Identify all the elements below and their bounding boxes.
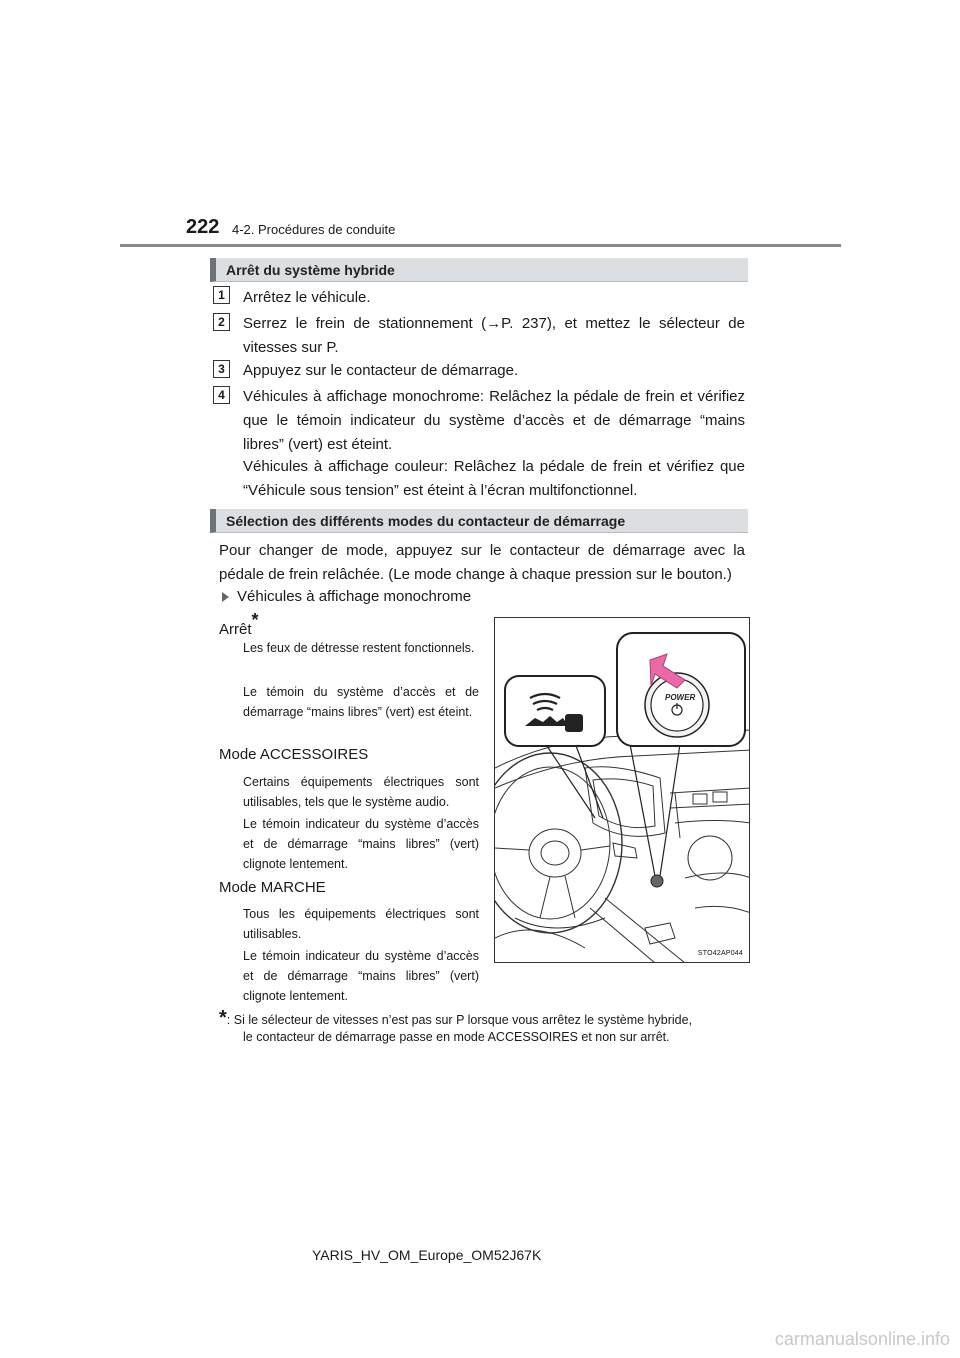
step-number-4: 4 (213, 386, 230, 404)
document-code: YARIS_HV_OM_Europe_OM52J67K (312, 1247, 542, 1263)
section-heading-modes (210, 509, 748, 533)
section-heading-title: Arrêt du système hybride (226, 262, 395, 278)
footnote-marker: * (219, 1007, 227, 1029)
step-number-1: 1 (213, 286, 230, 304)
step-number-2: 2 (213, 313, 230, 331)
footnote-star: * (251, 610, 259, 630)
illustration-power-switch (494, 617, 750, 963)
step-text-4: Véhicules à affichage monochrome: Relâchez la pédale de frein et vérifiez que le témoin indicateur du système d’accès et de démarrage “mains libres” (vert) est éteint. (243, 388, 745, 453)
mode-off-name: Arrêt (219, 621, 252, 638)
mode-off-para-1: Les feux de détresse restent fonctionnels. (243, 641, 475, 655)
footnote-line-2: le contacteur de démarrage passe en mode ACCESSOIRES et non sur arrêt. (243, 1030, 670, 1044)
power-button-label: POWER (665, 693, 696, 702)
watermark: carmanualsonline.info (774, 1329, 950, 1349)
section-breadcrumb: 4-2. Procédures de conduite (232, 222, 396, 237)
footnote-line-1: : Si le sélecteur de vitesses n’est pas sur P lorsque vous arrêtez le système hybride, (226, 1013, 693, 1027)
mode-on-para-2: Le témoin indicateur du système d’accès et de démarrage “mains libres” (vert) clignote lentement. (243, 949, 479, 1003)
step-text-4-extra: Véhicules à affichage couleur: Relâchez la pédale de frein et vérifiez que “Véhicule sous tension” est éteint à l’écran multifonctionnel. (243, 458, 745, 499)
mode-acc-para-2: Le témoin indicateur du système d’accès et de démarrage “mains libres” (vert) clignote lentement. (243, 817, 479, 871)
subhead-monochrome-text: Véhicules à affichage monochrome (237, 588, 472, 605)
subhead-monochrome (222, 587, 471, 607)
section-heading-title: Sélection des différents modes du contacteur de démarrage (226, 513, 626, 529)
figure-code: STO42AP044 (697, 950, 743, 957)
step-number-3: 3 (213, 360, 230, 378)
mode-acc-para-1: Certains équipements électriques sont utilisables, tels que le système audio. (243, 775, 479, 809)
triangle-bullet-icon (222, 592, 229, 602)
footnote (219, 1007, 759, 1029)
modes-intro: Pour changer de mode, appuyez sur le contacteur de démarrage avec la pédale de frein relâchée. (Le mode change à chaque pression sur le bouton.) (219, 542, 745, 583)
mode-on-para-1: Tous les équipements électriques sont utilisables. (243, 907, 479, 941)
mode-on-heading: Mode MARCHE (219, 879, 326, 896)
mode-acc-heading: Mode ACCESSOIRES (219, 746, 369, 763)
step-text-2: Serrez le frein de stationnement (→P. 237), et mettez le sélecteur de vitesses sur P. (243, 315, 745, 356)
section-heading-hybrid-stop (210, 258, 748, 282)
mode-off-para-2: Le témoin du système d’accès et de démarrage “mains libres” (vert) est éteint. (243, 685, 479, 719)
step-text-3: Appuyez sur le contacteur de démarrage. (243, 362, 519, 379)
mode-off-heading (219, 612, 259, 640)
dashboard-illustration (495, 618, 750, 963)
step-text-1: Arrêtez le véhicule. (243, 289, 371, 306)
page-number: 222 (186, 216, 220, 238)
header-rule (120, 244, 841, 247)
